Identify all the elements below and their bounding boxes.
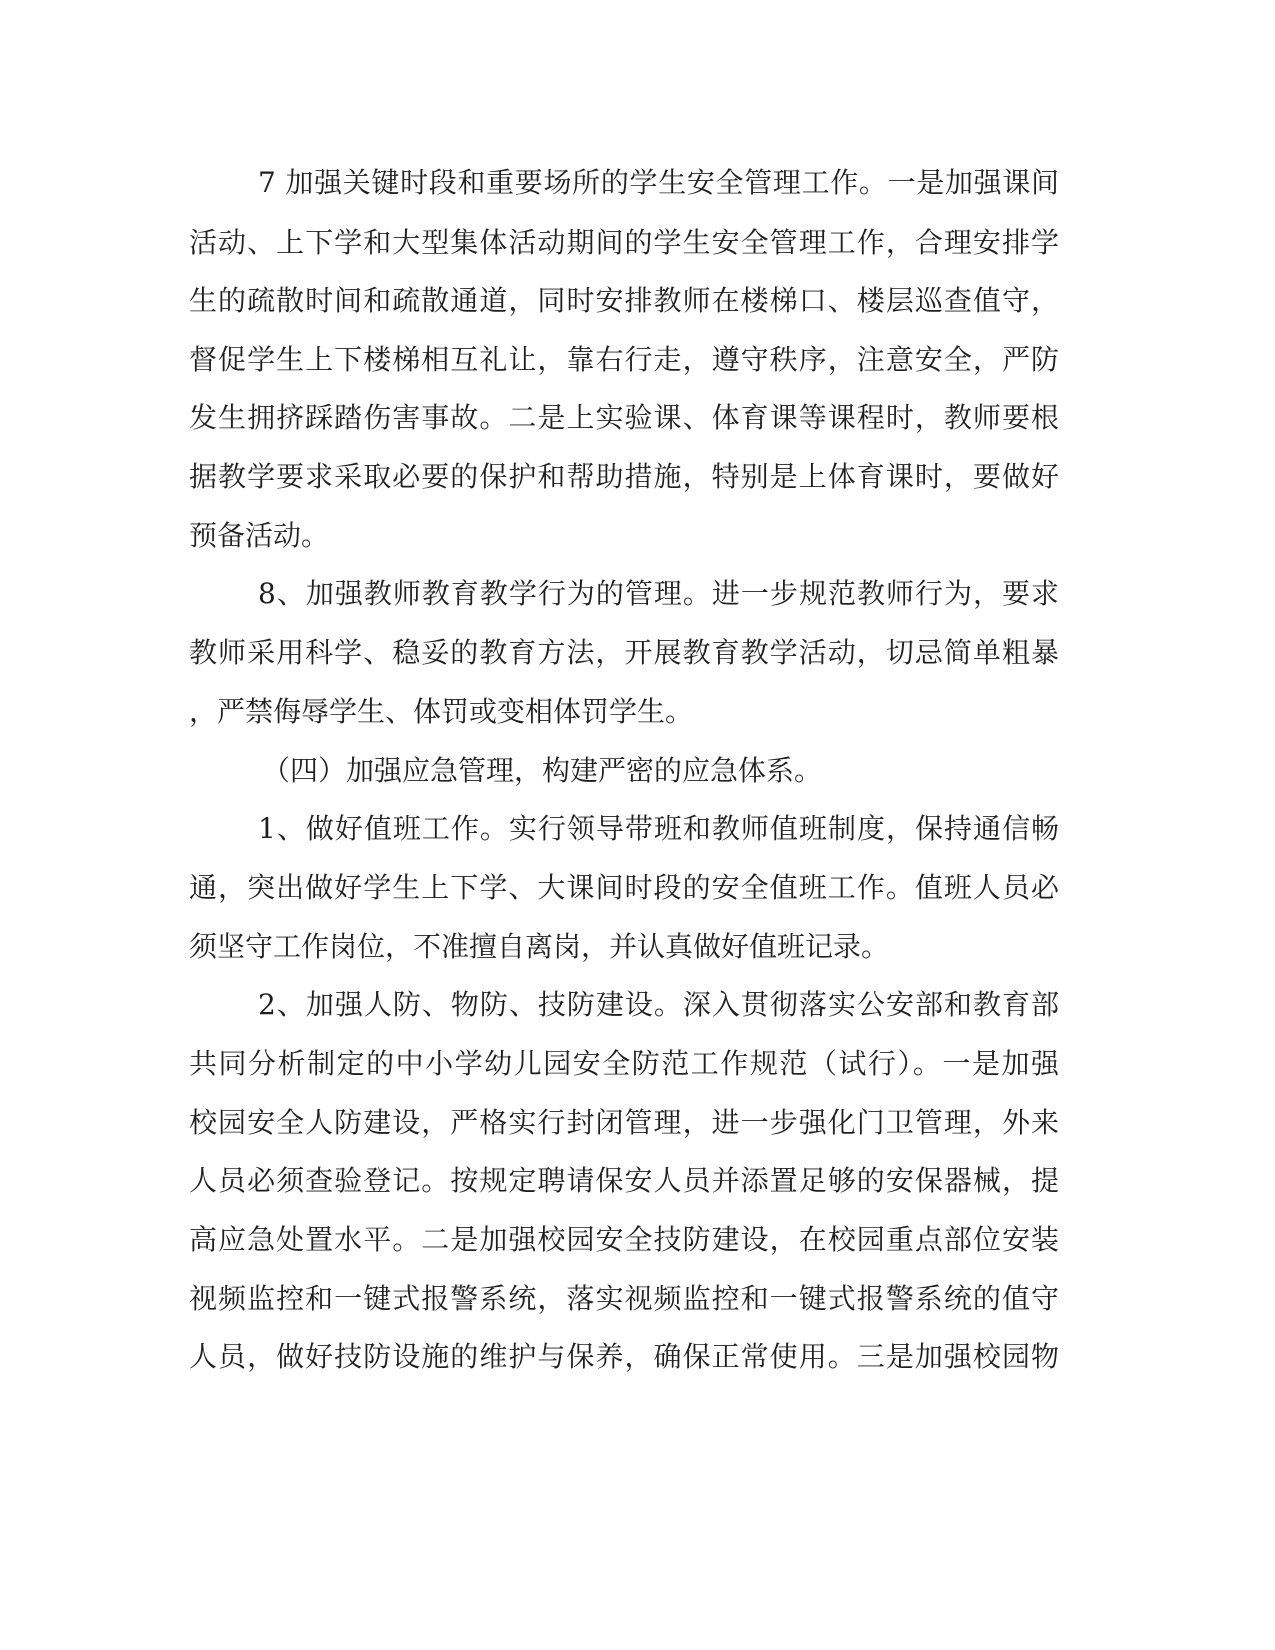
paragraph-line: 教师采用科学、稳妥的教育方法，开展教育教学活动，切忌简单粗暴: [189, 636, 1059, 669]
paragraph-line: 须坚守工作岗位，不准擅自离岗，并认真做好值班记录。: [189, 930, 890, 963]
paragraph-line: 人员必须查验登记。按规定聘请保安人员并添置足够的安保器械，提: [189, 1164, 1059, 1197]
paragraph-line: 高应急处置水平。二是加强校园安全技防建设，在校园重点部位安装: [189, 1223, 1059, 1256]
paragraph-line: 2、加强人防、物防、技防建设。深入贯彻落实公安部和教育部: [258, 988, 1059, 1021]
paragraph-line: 生的疏散时间和疏散通道，同时安排教师在楼梯口、楼层巡查值守，: [189, 284, 1059, 317]
paragraph-line: 7 加强关键时段和重要场所的学生安全管理工作。一是加强课间: [258, 166, 1059, 199]
paragraph-line: 通，突出做好学生上下学、大课间时段的安全值班工作。值班人员必: [189, 871, 1059, 904]
paragraph-line: 据教学要求采取必要的保护和帮助措施，特别是上体育课时，要做好: [189, 460, 1059, 493]
paragraph-line: 人员，做好技防设施的维护与保养，确保正常使用。三是加强校园物: [189, 1340, 1059, 1373]
paragraph-line: 校园安全人防建设，严格实行封闭管理，进一步强化门卫管理，外来: [189, 1106, 1059, 1139]
paragraph-line: 发生拥挤踩踏伤害事故。二是上实验课、体育课等课程时，教师要根: [189, 401, 1059, 434]
paragraph-line: 视频监控和一键式报警系统，落实视频监控和一键式报警系统的值守: [189, 1282, 1059, 1315]
paragraph-line: 8、加强教师教育教学行为的管理。进一步规范教师行为，要求: [258, 577, 1059, 610]
section-heading: （四）加强应急管理，构建严密的应急体系。: [262, 754, 823, 787]
paragraph-line: ，严禁侮辱学生、体罚或变相体罚学生。: [189, 695, 694, 728]
paragraph-line: 1、做好值班工作。实行领导带班和教师值班制度，保持通信畅: [258, 812, 1059, 845]
paragraph-line: 预备活动。: [189, 519, 330, 552]
paragraph-line: 共同分析制定的中小学幼儿园安全防范工作规范（试行）。一是加强: [189, 1047, 1059, 1080]
paragraph-line: 督促学生上下楼梯相互礼让，靠右行走，遵守秩序，注意安全，严防: [189, 343, 1059, 376]
paragraph-line: 活动、上下学和大型集体活动期间的学生安全管理工作，合理安排学: [189, 226, 1059, 259]
